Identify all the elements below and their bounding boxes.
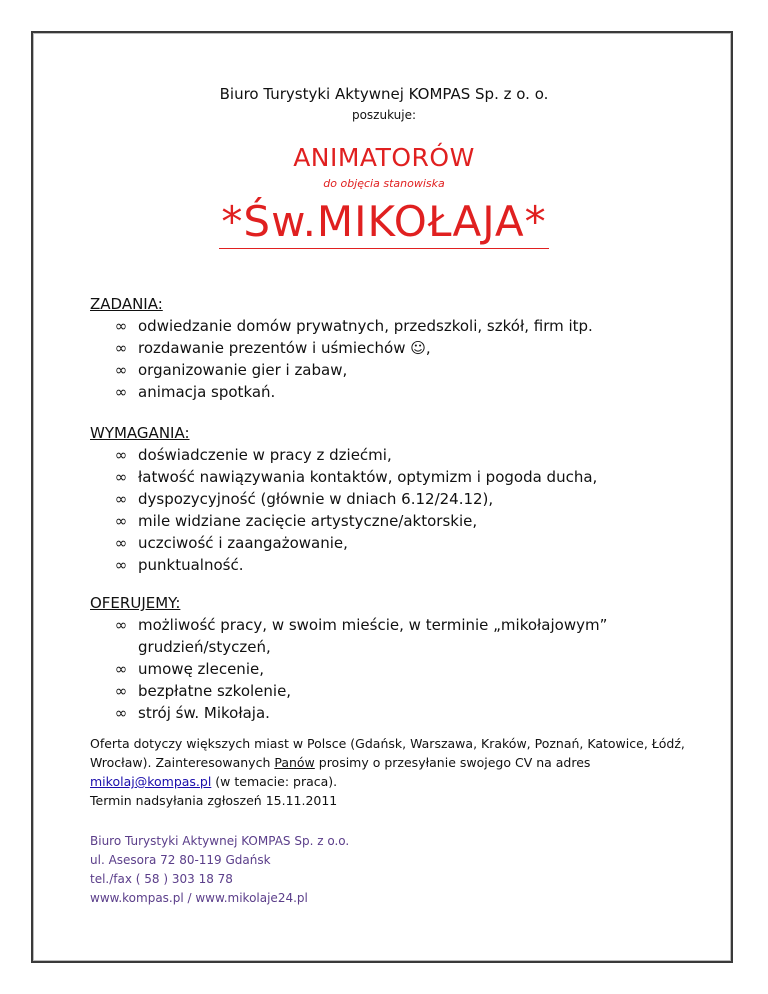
offer-title: OFERUJEMY: (90, 594, 181, 612)
offer-list (90, 614, 632, 724)
infinity-bullet-icon: ∞ (114, 534, 128, 552)
list-item: ∞ łatwość nawiązywania kontaktów, optymizm i pogoda ducha, (112, 466, 710, 488)
list-item: ∞ bezpłatne szkolenie, (112, 680, 632, 702)
position-title-text: *Św.MIKOŁAJA* (219, 196, 548, 249)
infinity-bullet-icon: ∞ (114, 446, 128, 464)
list-item: ∞ organizowanie gier i zabaw, (112, 359, 710, 381)
footer-address: ul. Asesora 72 80-119 Gdańsk (90, 853, 271, 867)
deadline-text: Termin nadsyłania zgłoszeń 15.11.2011 (90, 793, 338, 808)
offer-info-paragraph: Oferta dotyczy większych miast w Polsce (Gdańsk, Warszawa, Kraków, Poznań, Katowice, Łódź, Wrocław). Zainteresowanych Panów prosimy o przesyłanie swojego CV na adres mikolaj@kompas.pl (w temacie: praca). Termin nadsyłania zgłoszeń 15.11.2011 (90, 736, 685, 808)
infinity-bullet-icon: ∞ (114, 704, 128, 722)
list-item: ∞ uczciwość i zaangażowanie, (112, 532, 710, 554)
infinity-bullet-icon: ∞ (114, 383, 128, 401)
headline: ANIMATORÓW (293, 143, 475, 172)
subheadline: do objęcia stanowiska (323, 177, 445, 190)
infinity-bullet-icon: ∞ (114, 339, 128, 357)
infinity-bullet-icon: ∞ (114, 660, 128, 678)
footer-phone: tel./fax ( 58 ) 303 18 78 (90, 872, 233, 886)
requirements-section (90, 422, 710, 576)
list-item: ∞ strój św. Mikołaja. (112, 702, 632, 724)
infinity-bullet-icon: ∞ (114, 682, 128, 700)
list-item: ∞ rozdawanie prezentów i uśmiechów ☺, (112, 337, 710, 359)
infinity-bullet-icon: ∞ (114, 556, 128, 574)
list-item: ∞ doświadczenie w pracy z dziećmi, (112, 444, 710, 466)
footer-websites: www.kompas.pl / www.mikolaje24.pl (90, 891, 308, 905)
infinity-bullet-icon: ∞ (114, 361, 128, 379)
email-link[interactable]: mikolaj@kompas.pl (90, 774, 212, 789)
list-item: ∞ punktualność. (112, 554, 710, 576)
infinity-bullet-icon: ∞ (114, 317, 128, 335)
infinity-bullet-icon: ∞ (114, 616, 128, 634)
infinity-bullet-icon: ∞ (114, 468, 128, 486)
list-item: ∞ możliwość pracy, w swoim mieście, w terminie „mikołajowym” grudzień/styczeń, (112, 614, 632, 658)
tasks-list (90, 315, 710, 403)
seeks-label: poszukuje: (351, 108, 417, 122)
contact-footer (90, 832, 349, 908)
company-name: Biuro Turystyki Aktywnej KOMPAS Sp. z o. o. (219, 85, 549, 103)
tasks-section (90, 293, 710, 403)
requirements-list (90, 444, 710, 576)
position-title (0, 196, 768, 249)
list-item: ∞ dyspozycyjność (głównie w dniach 6.12/24.12), (112, 488, 710, 510)
list-item: ∞ mile widziane zacięcie artystyczne/aktorskie, (112, 510, 710, 532)
list-item: ∞ animacja spotkań. (112, 381, 710, 403)
footer-company: Biuro Turystyki Aktywnej KOMPAS Sp. z o.o. (90, 834, 350, 848)
infinity-bullet-icon: ∞ (114, 490, 128, 508)
underlined-gentlemen: Panów (274, 755, 315, 770)
list-item: ∞ umowę zlecenie, (112, 658, 632, 680)
infinity-bullet-icon: ∞ (114, 512, 128, 530)
offer-section (90, 592, 710, 724)
list-item: ∞ odwiedzanie domów prywatnych, przedszkoli, szkół, firm itp. (112, 315, 710, 337)
tasks-title: ZADANIA: (90, 295, 163, 313)
requirements-title: WYMAGANIA: (90, 424, 190, 442)
